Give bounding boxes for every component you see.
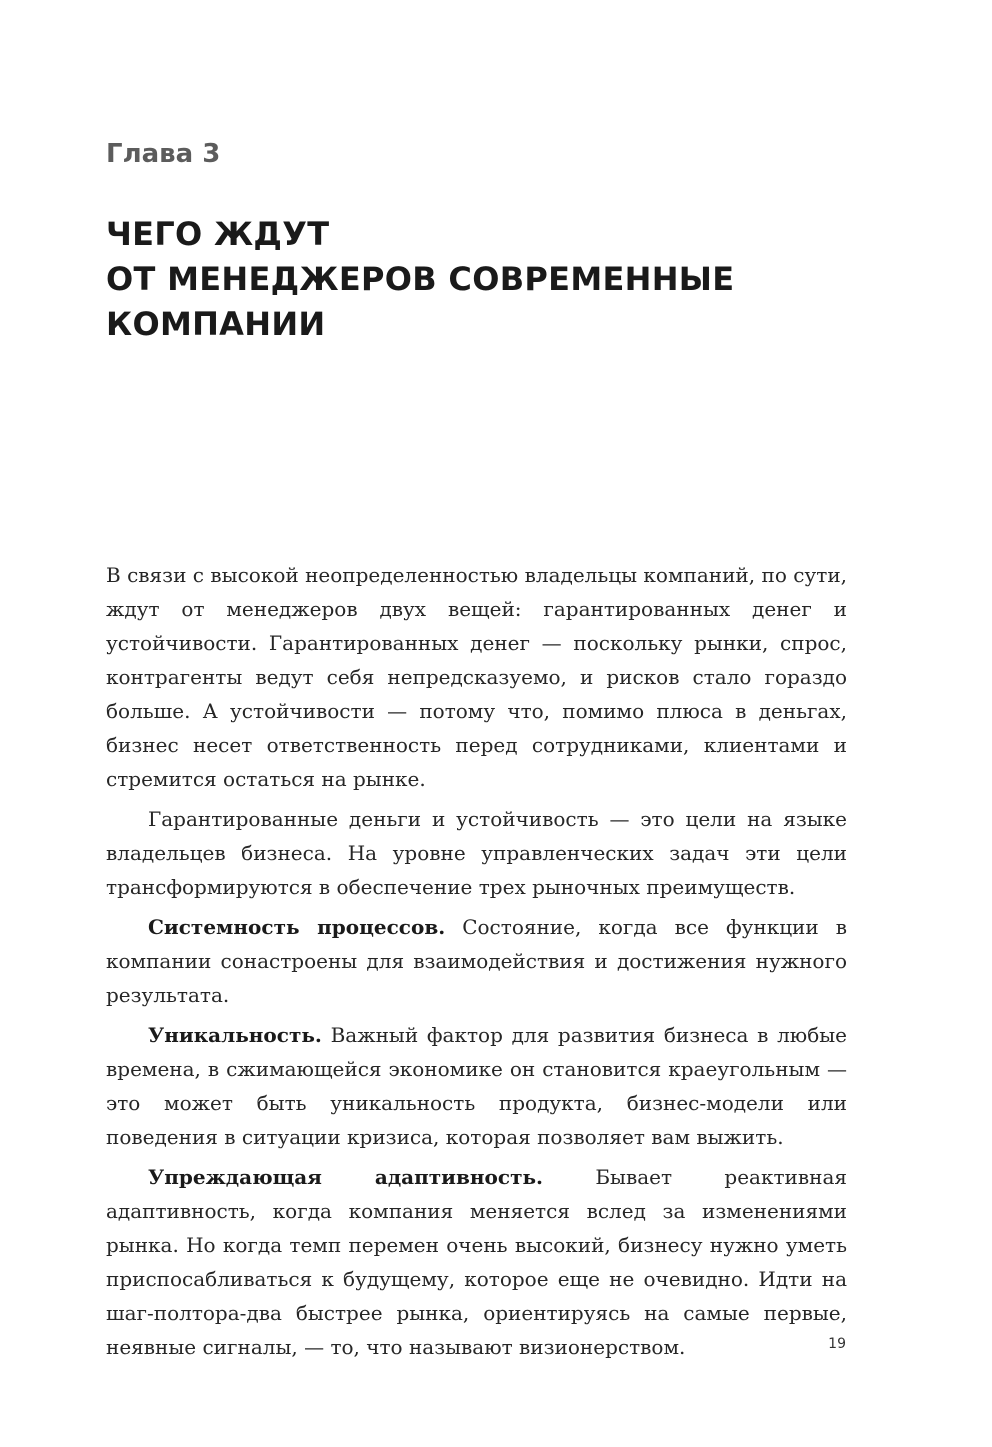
paragraph-systemic-processes — [106, 910, 847, 1012]
chapter-title-line: КОМПАНИИ — [106, 305, 326, 343]
chapter-label: Глава 3 — [106, 139, 221, 169]
chapter-title-line: ОТ МЕНЕДЖЕРОВ СОВРЕМЕННЫЕ — [106, 260, 735, 298]
paragraph-proactive-adaptivity — [106, 1160, 847, 1364]
paragraph-intro: В связи с высокой неопределенностью владельцы компаний, по сути, ждут от менеджеров двух вещей: гарантированных денег и устойчивости. Гарантированных денег — поскольку рынки, спрос, контрагенты ведут себя непредсказуемо, и рисков стало гораздо больше. А устойчивости — потому что, помимо плюса в деньгах, бизнес несет ответственность перед сотрудниками, клиентами и стремится остаться на рынке. — [106, 563, 847, 791]
page-number: 19 — [828, 1336, 846, 1352]
chapter-title — [106, 212, 734, 347]
chapter-title-line: ЧЕГО ЖДУТ — [106, 215, 330, 253]
definition-systemic-processes: Состояние, когда все функции в компании сонастроены для взаимодействия и достижения нужного результата. — [106, 915, 847, 1007]
body-text — [106, 558, 847, 1370]
paragraph-goals: Гарантированные деньги и устойчивость — это цели на языке владельцев бизнеса. На уровне управленческих задач эти цели трансформируются в обеспечение трех рыночных преимуществ. — [106, 807, 847, 899]
paragraph-uniqueness — [106, 1018, 847, 1154]
term-systemic-processes: Системность процессов. — [148, 915, 446, 939]
definition-uniqueness: Важный фактор для развития бизнеса в любые времена, в сжимающейся экономике он становится краеугольным — это может быть уникальность продукта, бизнес-модели или поведения в ситуации кризиса, которая позволяет вам выжить. — [106, 1023, 847, 1149]
term-proactive-adaptivity: Упреждающая адаптивность. — [148, 1165, 543, 1189]
definition-proactive-adaptivity: Бывает реактивная адаптивность, когда компания меняется вслед за изменениями рынка. Но когда темп перемен очень высокий, бизнесу нужно уметь приспосабливаться к будущему, которое еще не очевидно. Идти на шаг-полтора-два быстрее рынка, ориентируясь на самые первые, неявные сигналы, — то, что называют визионерством. — [106, 1165, 847, 1359]
term-uniqueness: Уникальность. — [148, 1023, 322, 1047]
